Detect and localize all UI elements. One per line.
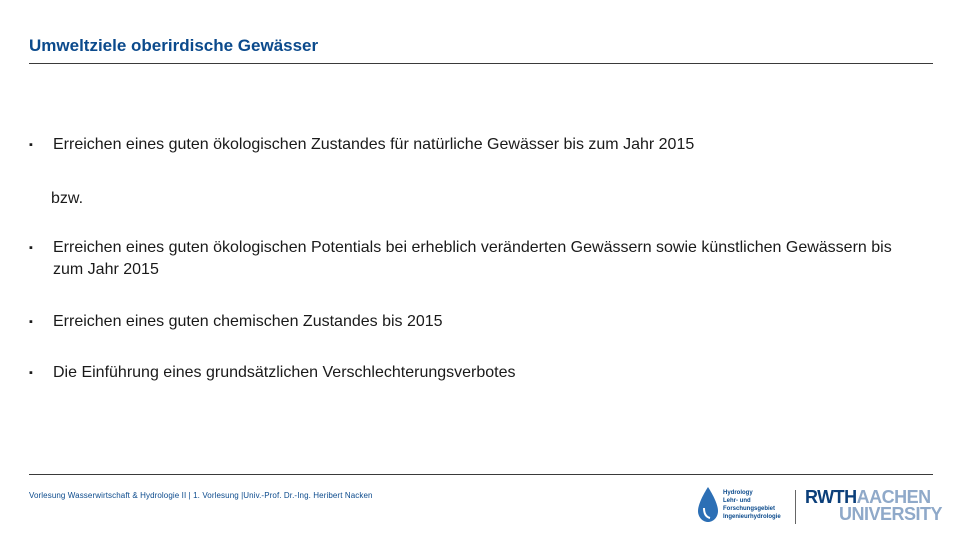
slide-title: Umweltziele oberirdische Gewässer [29,36,319,55]
rwth-logo-aachen: AACHEN [856,487,931,507]
bullet-item [29,362,909,384]
bullet-marker: ▪ [29,316,33,328]
bullet-marker: ▪ [29,139,33,151]
bullet-text: Erreichen eines guten chemischen Zustandes bis 2015 [53,313,443,330]
header-divider [29,63,933,64]
footer-divider [29,474,933,475]
hydrology-logo-line: Lehr- und [723,498,751,504]
hydrology-logo [696,486,781,526]
water-drop-icon [696,486,720,524]
rwth-logo [805,487,943,528]
bullet-marker: ▪ [29,242,33,254]
rwth-logo-rwth: RWTH [805,487,857,507]
bullet-text: Die Einführung eines grundsätzlichen Verschlechterungsverbotes [53,364,516,381]
logo-divider [795,490,796,524]
connector-text: bzw. [51,190,84,207]
bullet-text: Erreichen eines guten ökologischen Potentials bei erheblich veränderten Gewässern sowie künstlichen Gewässern bis zum Jahr 2015 [53,239,892,278]
rwth-logo-university: UNIVERSITY [839,504,943,524]
bullet-marker: ▪ [29,367,33,379]
hydrology-logo-line: Ingenieurhydrologie [723,514,781,520]
footer-text: Vorlesung Wasserwirtschaft & Hydrologie II | 1. Vorlesung |Univ.-Prof. Dr.-Ing. Heribert Nacken [29,491,373,500]
bullet-item [29,237,909,281]
bullet-text: Erreichen eines guten ökologischen Zustandes für natürliche Gewässer bis zum Jahr 2015 [53,136,695,153]
hydrology-logo-line: Hydrology [723,490,753,496]
bullet-item [29,134,909,156]
hydrology-logo-line: Forschungsgebiet [723,506,776,512]
bullet-item [29,311,909,333]
